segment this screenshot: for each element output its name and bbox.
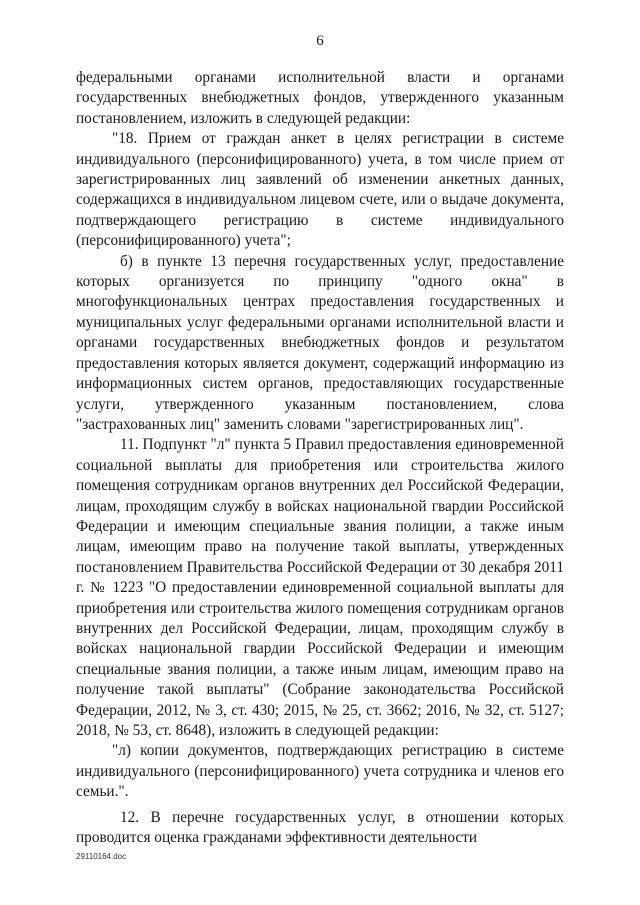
footer-doc-code: 29110164.doc	[76, 852, 127, 861]
page-number: 6	[316, 33, 324, 49]
paragraph-item-12: 12. В перечне государственных услуг, в отношении которых проводится оценка гражданами эффективности деятельности	[76, 808, 564, 847]
paragraph-item-b: б) в пункте 13 перечня государственных услуг, предоставление которых организуется по принципу "одного окна" в многофункциональных центрах предоставления государственных и муниципальных услуг федеральными органами исполнительной власти и органами государственных внебюджетных фондов и результатом предоставления которых является документ, содержащий информацию из информационных систем органов, предоставляющих государственные услуги, утвержденного указанным постановлением, слова "застрахованных лиц" заменить словами "зарегистрированных лиц".	[76, 252, 564, 433]
document-body	[76, 68, 564, 848]
paragraph-item-11: 11. Подпункт "л" пункта 5 Правил предоставления единовременной социальной выплаты для приобретения или строительства жилого помещения сотрудникам органов внутренних дел Российской Федерации, лицам, проходящим службу в войсках национальной гвардии Российской Федерации и имеющим специальные звания полиции, а также иным лицам, имеющим право на получение такой выплаты, утвержденных постановлением Правительства Российской Федерации от 30 декабря 2011 г. № 1223 "О предоставлении единовременной социальной выплаты для приобретения или строительства жилого помещения сотрудникам органов внутренних дел Российской Федерации, лицам, проходящим службу в войсках национальной гвардии Российской Федерации и имеющим специальные звания полиции, а также иным лицам, имеющим право на получение такой выплаты" (Собрание законодательства Российской Федерации, 2012, № 3, ст. 430; 2015, № 25, ст. 3662; 2016, № 32, ст. 5127; 2018, № 53, ст. 8648), изложить в следующей редакции:	[76, 436, 564, 739]
paragraph-quote-item-18: "18. Прием от граждан анкет в целях регистрации в системе индивидуального (персонифицированного) учета, в том числе прием от зарегистрированных лиц заявлений об изменении анкетных данных, содержащихся в индивидуальном лицевом счете, или о выдаче документа, подтверждающего регистрацию в системе индивидуального (персонифицированного) учета";	[76, 130, 564, 250]
paragraph-continuation: федеральными органами исполнительной власти и органами государственных внебюджетных фондов, утвержденного указанным постановлением, изложить в следующей редакции:	[76, 69, 564, 127]
paragraph-quote-item-l: "л) копии документов, подтверждающих регистрацию в системе индивидуального (персонифицированного) учета сотрудника и членов его семьи.".	[76, 742, 564, 801]
